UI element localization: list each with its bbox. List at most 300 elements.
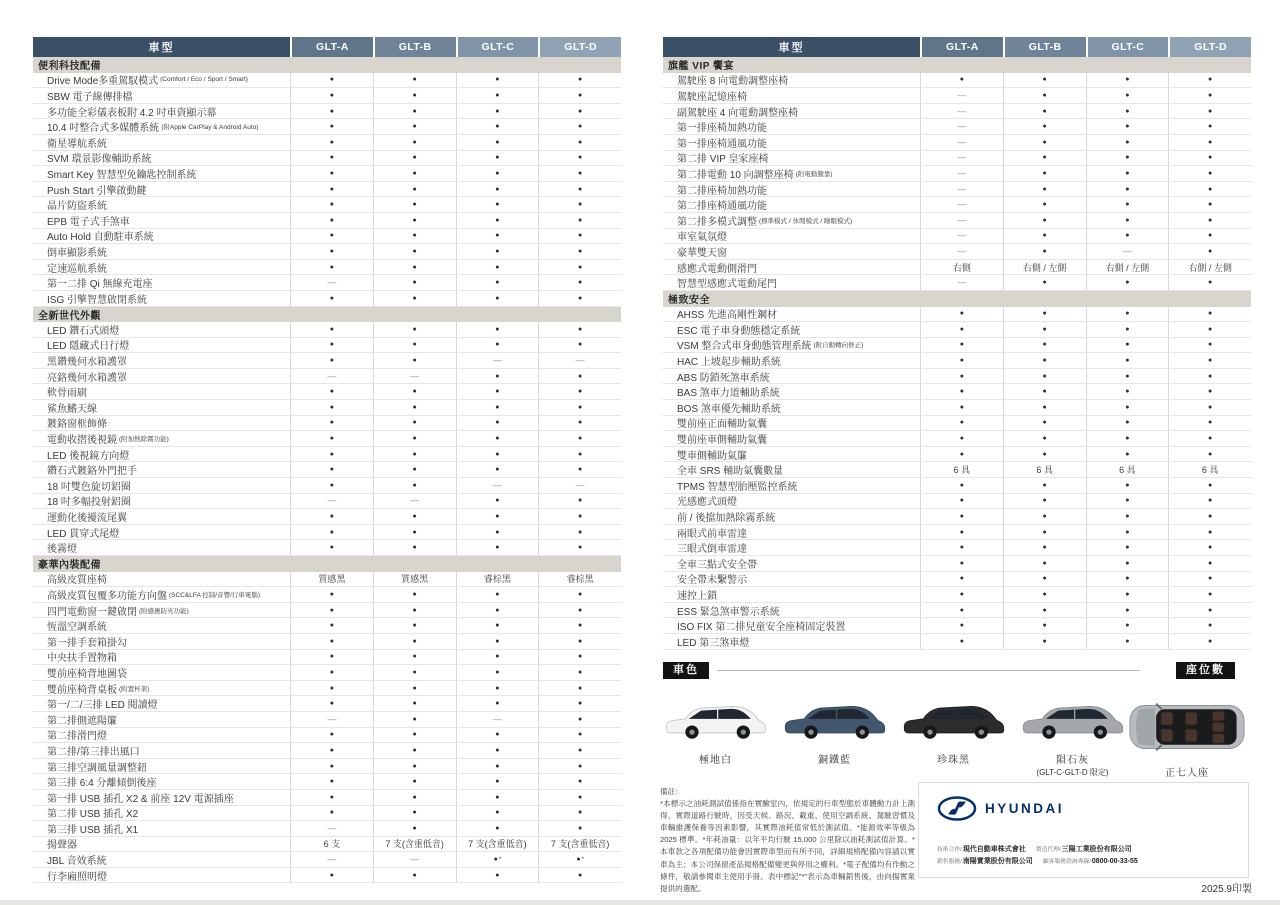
included-dot-icon: ● [412,357,417,365]
spec-value-glt-a [920,260,1003,275]
spec-value-glt-a [920,275,1003,290]
spec-row-label [663,447,920,462]
spec-row-label [663,135,920,150]
spec-row-label [33,634,290,649]
spec-label-text: 鯊魚鰭天線 [47,403,97,415]
spec-value-glt-a [290,244,373,259]
included-dot-icon: ● [1208,325,1213,333]
included-dot-icon: ● [329,419,334,427]
spec-value-glt-c [456,634,539,649]
included-dot-icon: ● [412,513,417,521]
spec-row-label [33,572,290,587]
spec-label-text: 高級皮質座椅 [47,575,107,587]
included-dot-icon: ● [578,154,583,162]
spec-row [663,556,1251,572]
spec-value-glt-a [290,119,373,134]
included-dot-icon: ● [495,263,500,271]
included-dot-icon: ● [1208,185,1213,193]
included-dot-icon: ● [1208,123,1213,131]
included-dot-icon: ● [578,216,583,224]
spec-value-glt-b [373,275,456,290]
spec-value-glt-b [373,572,456,587]
spec-label-text: 全車 SRS 輔助氣囊數量 [677,466,784,478]
spec-label-text: ESS 緊急煞車警示系統 [677,606,780,618]
spec-row-label [663,462,920,477]
spec-value-glt-d [538,135,621,150]
spec-value-glt-b [1003,260,1086,275]
spec-label-text: 駕駛座 8 向電動調整座椅 [677,76,789,88]
hyundai-emblem-icon [937,796,977,821]
included-dot-icon: ● [1125,169,1130,177]
spec-row-label [33,852,290,867]
spec-value-glt-d [538,618,621,633]
included-dot-icon: ● [1208,559,1213,567]
spec-value-glt-d [538,447,621,462]
included-dot-icon: ● [329,247,334,255]
spec-label-text: 豪華雙天窗 [677,247,727,259]
included-dot-icon: ● [329,123,334,131]
spec-row-label [33,88,290,103]
included-dot-icon: ● [578,466,583,474]
spec-value-glt-b [373,291,456,306]
included-dot-icon: ● [329,357,334,365]
spec-row-label [663,369,920,384]
included-dot-icon: ● [578,528,583,536]
spec-label-text: LED 隱藏式日行燈 [47,341,130,353]
seating-figure [1124,698,1250,779]
spec-value-glt-d [538,852,621,867]
included-dot-icon: ● [1042,201,1047,209]
spec-row [33,681,621,697]
spec-row-label [663,353,920,368]
spec-value-glt-a [290,478,373,493]
not-available-dash-icon: — [327,713,337,724]
spec-row-label [663,88,920,103]
included-dot-icon: ● [412,778,417,786]
spec-label-text: 亮鉻幾何水箱護罩 [47,372,127,384]
section-header: 極致安全 [663,291,1251,307]
included-dot-icon: ● [495,107,500,115]
included-dot-icon: ● [495,466,500,474]
spec-label-text: 第二排多模式調整 [677,216,757,228]
spec-value-glt-a [290,353,373,368]
spec-label-text: 雙車側輔助氣簾 [677,450,747,462]
spec-value-glt-b [373,119,456,134]
included-dot-icon: ● [1125,590,1130,598]
spec-value-glt-a [920,556,1003,571]
spec-value-glt-c [1086,135,1169,150]
spec-value-glt-a [290,260,373,275]
spec-row [663,182,1251,198]
spec-label-text: Push Start 引擎啟動鍵 [47,185,147,197]
included-dot-icon: ● [329,154,334,162]
spec-label-text: 第一二排 Qi 無線充電座 [47,279,153,290]
spec-row-label [33,384,290,399]
spec-value-glt-d [1168,556,1251,571]
spec-label-text: 速控上鎖 [677,590,717,602]
spec-row [663,540,1251,556]
spec-value-glt-c [456,213,539,228]
spec-row-label [33,821,290,836]
spec-row [33,774,621,790]
spec-row-label [33,353,290,368]
spec-row-label [33,104,290,119]
included-dot-icon: ● [495,232,500,240]
spec-value-glt-a [290,509,373,524]
spec-value-glt-b [373,774,456,789]
spec-label-text: 三眼式倒車雷達 [677,544,747,555]
spec-row-label [33,135,290,150]
included-dot-icon: ● [578,263,583,271]
spec-row-label [663,540,920,555]
included-dot-icon: ● [1042,76,1047,84]
included-dot-icon: ● [1125,185,1130,193]
spec-value-glt-c [1086,462,1169,477]
included-dot-icon: ● [495,824,500,832]
spec-value-glt-a [290,88,373,103]
spec-value-glt-c [456,244,539,259]
spec-value-glt-d [538,712,621,727]
spec-value-glt-c [1086,447,1169,462]
spec-row-label [33,618,290,633]
spec-value-glt-a [290,462,373,477]
included-dot-icon: ● [495,637,500,645]
included-dot-icon: ● [412,403,417,411]
spec-label-text: 雙前座正面輔助氣囊 [677,419,767,431]
spec-label-text: 第二排電動 10 向調整座椅 [677,169,794,181]
spec-value-glt-a [920,384,1003,399]
included-dot-icon: ● [495,653,500,661]
spec-value-glt-b [373,447,456,462]
included-dot-icon: ● [578,138,583,146]
spec-value-glt-a [920,540,1003,555]
spec-row-label [33,322,290,337]
spec-value-glt-b [1003,275,1086,290]
spec-row-label [663,213,920,228]
spec-value-glt-b [1003,353,1086,368]
included-dot-icon: ● [578,403,583,411]
spec-value-glt-d [538,728,621,743]
included-dot-icon: ● [329,91,334,99]
spec-value-glt-b [1003,384,1086,399]
column-header-glt-c: GLT-C [1086,37,1169,57]
car-color-name: 隕石灰 [1056,755,1089,766]
spec-value-glt-c [1086,166,1169,181]
included-dot-icon: ● [578,497,583,505]
spec-label-text: 恆溫空調系統 [47,622,107,633]
spec-row [663,618,1251,634]
spec-value-glt-c [456,712,539,727]
spec-value-glt-a [290,229,373,244]
spec-row-label [33,509,290,524]
not-available-dash-icon: — [410,370,420,381]
spec-value-text: 6 支 [323,839,341,850]
spec-row-label [663,400,920,415]
spec-row-label [33,790,290,805]
car-top-view [1125,698,1249,756]
spec-row-label [33,119,290,134]
not-available-dash-icon: — [492,355,502,366]
spec-row [33,462,621,478]
included-dot-icon: ● [578,824,583,832]
included-dot-icon: ● [329,513,334,521]
spec-label-text: 安全帶未繫警示 [677,575,747,587]
included-dot-icon: ● [1042,232,1047,240]
spec-value-glt-d [538,369,621,384]
spec-value-glt-b [373,338,456,353]
included-dot-icon: ● [495,668,500,676]
included-dot-icon: ● [578,793,583,801]
spec-value-glt-d [538,119,621,134]
spec-value-glt-b [373,151,456,166]
spec-value-glt-d [1168,431,1251,446]
spec-row [33,852,621,868]
spec-value-glt-d [1168,494,1251,509]
spec-row-label [663,244,920,259]
spec-value-glt-d [538,790,621,805]
included-dot-icon: ● [329,746,334,754]
spec-value-glt-d [1168,603,1251,618]
spec-value-glt-d [538,665,621,680]
included-dot-icon: ● [1208,419,1213,427]
spec-value-glt-a [290,821,373,836]
spec-value-glt-b [373,603,456,618]
spec-value-glt-c [456,260,539,275]
included-dot-icon: ● [1208,201,1213,209]
included-dot-icon: ● [412,637,417,645]
spec-value-glt-d [1168,587,1251,602]
included-dot-icon: ● [329,450,334,458]
spec-value-glt-b [1003,213,1086,228]
spec-value-text: 6 具 [1119,465,1136,476]
included-dot-icon: ● [329,294,334,302]
spec-row-label [33,868,290,883]
spec-row-label [33,338,290,353]
fine-print-value: 三陽工業股份有限公司 [1061,846,1132,853]
included-dot-icon: ● [412,606,417,614]
spec-value-glt-a [920,587,1003,602]
included-dot-icon: ● [578,419,583,427]
spec-row [33,447,621,463]
spec-value-glt-c [1086,416,1169,431]
car-color-item [656,697,775,778]
car-color-name: 珍珠黑 [937,755,970,766]
included-dot-icon: ● [959,450,964,458]
spec-value-glt-b [373,587,456,602]
not-available-dash-icon: — [492,479,502,490]
spec-value-glt-b [373,182,456,197]
page-bottom-band [0,900,1280,905]
spec-value-glt-b [1003,166,1086,181]
spec-row [663,634,1251,650]
spec-value-glt-b [373,821,456,836]
included-dot-icon: ● [329,481,334,489]
spec-value-glt-b [373,525,456,540]
spec-row [33,743,621,759]
spec-row [33,525,621,541]
spec-value-glt-a [920,572,1003,587]
included-dot-icon: ● [329,731,334,739]
included-dot-icon: ● [578,372,583,380]
spec-value-glt-b [373,494,456,509]
spec-value-glt-b [373,712,456,727]
fine-print-value: 南陽實業股份有限公司 [962,858,1033,865]
column-header-glt-b: GLT-B [1003,37,1086,57]
included-dot-icon: ● [329,700,334,708]
included-dot-icon: ● [329,216,334,224]
spec-label-text: EPB 電子式手煞車 [47,216,130,228]
included-dot-icon: ● [329,325,334,333]
included-dot-icon: ● [1208,138,1213,146]
not-available-dash-icon: — [1122,245,1132,256]
spec-value-glt-d [1168,634,1251,649]
spec-value-glt-d [1168,400,1251,415]
spec-value-glt-a [290,338,373,353]
included-dot-icon: ● [329,762,334,770]
spec-value-glt-b [1003,307,1086,322]
spec-value-glt-c [1086,369,1169,384]
spec-row [33,275,621,291]
included-dot-icon: ● [1125,138,1130,146]
not-available-dash-icon: — [957,121,967,132]
spec-value-glt-c [1086,587,1169,602]
included-dot-icon: ● [495,528,500,536]
included-dot-icon: ● [1042,481,1047,489]
included-dot-icon: ● [1208,107,1213,115]
spec-value-glt-d [538,260,621,275]
included-dot-icon: ● [329,76,334,84]
spec-row-label [663,556,920,571]
included-dot-icon: ● [578,684,583,692]
included-dot-icon: ● [1208,622,1213,630]
spec-row-label [663,431,920,446]
hyundai-wordmark: HYUNDAI [985,801,1065,816]
included-dot-icon: ● [1042,622,1047,630]
spec-value-glt-b [373,384,456,399]
spec-row-label [663,494,920,509]
spec-label-text: 軟骨雨刷 [47,388,87,400]
included-dot-icon: ● [1042,606,1047,614]
included-dot-icon: ● [578,341,583,349]
included-dot-icon: ● [412,793,417,801]
not-available-dash-icon: — [957,183,967,194]
spec-row [33,540,621,556]
spec-label-text: 行李廂照明燈 [47,871,107,883]
spec-label-text: 第三排空調風量調整鈕 [47,762,147,774]
spec-value-glt-c [1086,307,1169,322]
included-dot-icon: ● [412,294,417,302]
spec-value-glt-a [290,540,373,555]
not-available-dash-icon: — [957,199,967,210]
included-dot-icon: ● [1042,544,1047,552]
spec-value-glt-c [1086,338,1169,353]
spec-row-label [33,494,290,509]
included-dot-icon: ● [329,809,334,817]
included-dot-icon: ● [1208,606,1213,614]
spec-value-text: 右側 / 左側 [1188,262,1232,273]
included-dot-icon: ● [329,185,334,193]
spec-row [663,135,1251,151]
spec-value-glt-b [373,806,456,821]
not-available-dash-icon: — [957,214,967,225]
spec-label-text: 感應式電動側滑門 [677,263,757,275]
included-dot-icon: ● [1042,185,1047,193]
spec-row [33,338,621,354]
spec-label-text: 第二排滑門燈 [47,731,107,743]
included-dot-icon: ● [329,201,334,209]
included-dot-icon: ● [495,544,500,552]
spec-value-glt-c [456,868,539,883]
included-dot-icon: ● [1208,544,1213,552]
included-dot-icon: ● [412,247,417,255]
dealer-option-asterisk: * [498,856,502,863]
spec-value-glt-c [456,73,539,88]
spec-value-glt-d [538,525,621,540]
spec-value-glt-b [373,837,456,852]
spec-value-glt-b [1003,182,1086,197]
spec-value-glt-d [538,806,621,821]
spec-value-text: 睿棕黑 [566,574,594,585]
included-dot-icon: ● [412,668,417,676]
included-dot-icon: ● [578,762,583,770]
section-header: 旗艦 VIP 饗宴 [663,57,1251,73]
spec-row [33,213,621,229]
spec-value-glt-d [1168,353,1251,368]
spec-value-glt-a [920,104,1003,119]
spec-value-glt-a [920,244,1003,259]
column-header-glt-b: GLT-B [373,37,456,57]
included-dot-icon: ● [959,372,964,380]
spec-value-text: 6 具 [1036,465,1053,476]
included-dot-icon: ● [1125,637,1130,645]
included-dot-icon: ● [495,746,500,754]
spec-value-glt-c [456,790,539,805]
spec-value-glt-a [920,151,1003,166]
spec-value-glt-d [538,603,621,618]
included-dot-icon: ● [412,279,417,287]
spec-row-label [33,151,290,166]
included-dot-icon: ● [1042,513,1047,521]
spec-value-glt-c [456,665,539,680]
spec-value-glt-b [373,634,456,649]
included-dot-icon: ● [1208,247,1213,255]
spec-label-text: 第一排 USB 插孔 X2 & 前座 12V 電源插座 [47,793,234,805]
spec-label-text: 全車三點式安全帶 [677,559,757,571]
included-dot-icon: ● [412,871,417,879]
included-dot-icon: ● [495,91,500,99]
included-dot-icon: ● [495,793,500,801]
spec-label-text: ESC 電子車身動態穩定系統 [677,325,801,337]
spec-table-header-row [33,37,621,57]
spec-value-glt-c [1086,618,1169,633]
spec-value-glt-c [456,447,539,462]
included-dot-icon: ● [1125,450,1130,458]
spec-value-glt-a [290,650,373,665]
footnotes-body: *本標示之油耗測試值係指在實驗室內，依規定的行車型態於車體動力計上測得。實際道路行駛時，因受天候、路況、載重、使用空調系統、駕駛習慣及車輛維護保養等因素影響，其實際油耗值常低於測試值。*能源效率等級為 2025 標準。*年耗油量：以年平均行駛 15,000 公里除以油耗測試值計算。*本車款之各項配備功能會因實際車型而有所不同，詳細規格配備內容請以實車為主；本公司保留產品規格配備變更與停用之權利。*電子配備均有作動之條件，敬請參閱車主使用手冊。表中標記"*"表示為車輛銷售後，由向揚實業提供的選配。 [660,799,915,893]
included-dot-icon: ● [578,778,583,786]
included-dot-icon: ● [329,637,334,645]
spec-value-glt-c [456,369,539,384]
included-dot-icon: ● [329,793,334,801]
included-dot-icon: ● [1042,497,1047,505]
not-available-dash-icon: — [957,245,967,256]
spec-row [33,197,621,213]
spec-value-glt-b [1003,634,1086,649]
spec-value-glt-c [456,462,539,477]
included-dot-icon: ● [1208,435,1213,443]
spec-row [663,338,1251,354]
included-dot-icon: ● [495,403,500,411]
